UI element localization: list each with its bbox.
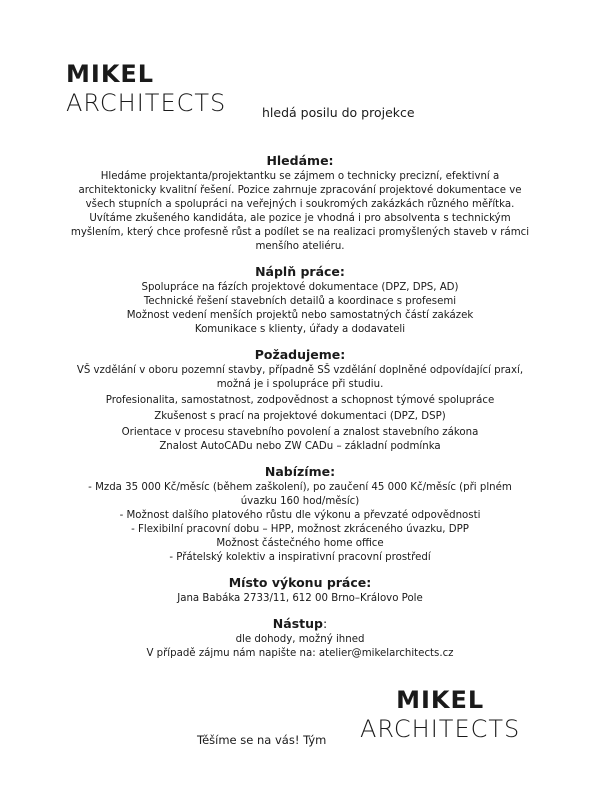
list-item: - Flexibilní pracovní dobu – HPP, možnost zkráceného úvazku, DPP <box>131 524 469 535</box>
section-title: Požadujeme: <box>254 347 346 362</box>
section-title: Nabízíme: <box>264 464 336 479</box>
list-item: Komunikace s klienty, úřady a dodavateli <box>194 324 406 335</box>
list-item: Technické řešení stavebních detailů a koordinace s profesemi <box>143 296 457 307</box>
section-title-text: Nástup <box>272 616 323 631</box>
list-item: dle dohody, možný ihned <box>235 634 365 645</box>
logo-top <box>66 60 226 118</box>
list-item: Orientace v procesu stavebního povolení a znalost stavebního zákona <box>121 427 479 438</box>
logo-mikel: MIKEL <box>396 686 485 714</box>
list-item: Zkušenost s prací na projektové dokumentaci (DPZ, DSP) <box>154 411 446 422</box>
logo-architects: ARCHITECTS <box>66 89 227 117</box>
section-title: Místo výkonu práce: <box>228 575 372 590</box>
list-item: - Mzda 35 000 Kč/měsíc (během zaškolení), po zaučení 45 000 Kč/měsíc (při plném úvazku 160 hod/měsíc) <box>88 482 512 507</box>
list-item: Možnost vedení menších projektů nebo samostatných částí zakázek <box>126 310 474 321</box>
address: Jana Babáka 2733/11, 612 00 Brno–Královo Pole <box>177 593 423 604</box>
list-item: - Možnost dalšího platového růstu dle výkonu a převzaté odpovědnosti <box>119 510 481 521</box>
logo-mikel: MIKEL <box>66 60 155 88</box>
section-title: Náplň práce: <box>255 264 345 279</box>
list-item: Profesionalita, samostatnost, zodpovědnost a schopnost týmové spolupráce <box>105 395 495 406</box>
section-napln-prace <box>70 263 530 337</box>
section-text: Hledáme projektanta/projektantku se zájmem o technicky precizní, efektivní a architektonicky kvalitní řešení. Pozice zahrnuje zpracování projektové dokumentace ve všech stupních a spolupráci na veřejných i soukromých zakázkách různého měřítka. Uvítáme zkušeného kandidáta, ale pozice je vhodná i pro absolventa s technickým myšlením, který chce profesně růst a podílet se na realizaci promyšlených staveb v rámci menšího ateliéru. <box>70 171 530 252</box>
tagline: hledá posilu do projekce <box>262 105 415 120</box>
section-hledame <box>70 152 530 254</box>
section-title: Hledáme: <box>266 153 334 168</box>
list-item: Možnost částečného home office <box>216 538 384 549</box>
logo-architects: ARCHITECTS <box>360 715 521 743</box>
contact-line: V případě zájmu nám napište na: atelier@mikelarchitects.cz <box>146 648 454 659</box>
list-item: VŠ vzdělání v oboru pozemní stavby, případně SŠ vzdělání doplněné odpovídající praxí, možná je i spolupráce při studiu. <box>76 365 524 390</box>
job-description <box>70 152 530 670</box>
section-pozadujeme <box>70 346 530 454</box>
section-nastup <box>70 615 530 661</box>
section-misto <box>70 574 530 606</box>
list-item: Znalost AutoCADu nebo ZW CADu – základní podmínka <box>159 441 441 452</box>
list-item: Spolupráce na fázích projektové dokumentace (DPZ, DPS, AD) <box>141 282 459 293</box>
section-nabizime <box>70 463 530 565</box>
logo-bottom <box>360 686 520 744</box>
section-title-colon: : <box>322 616 328 631</box>
closing-text: Těšíme se na vás! Tým <box>197 733 327 747</box>
list-item: - Přátelský kolektiv a inspirativní pracovní prostředí <box>169 552 431 563</box>
section-title <box>70 615 530 632</box>
